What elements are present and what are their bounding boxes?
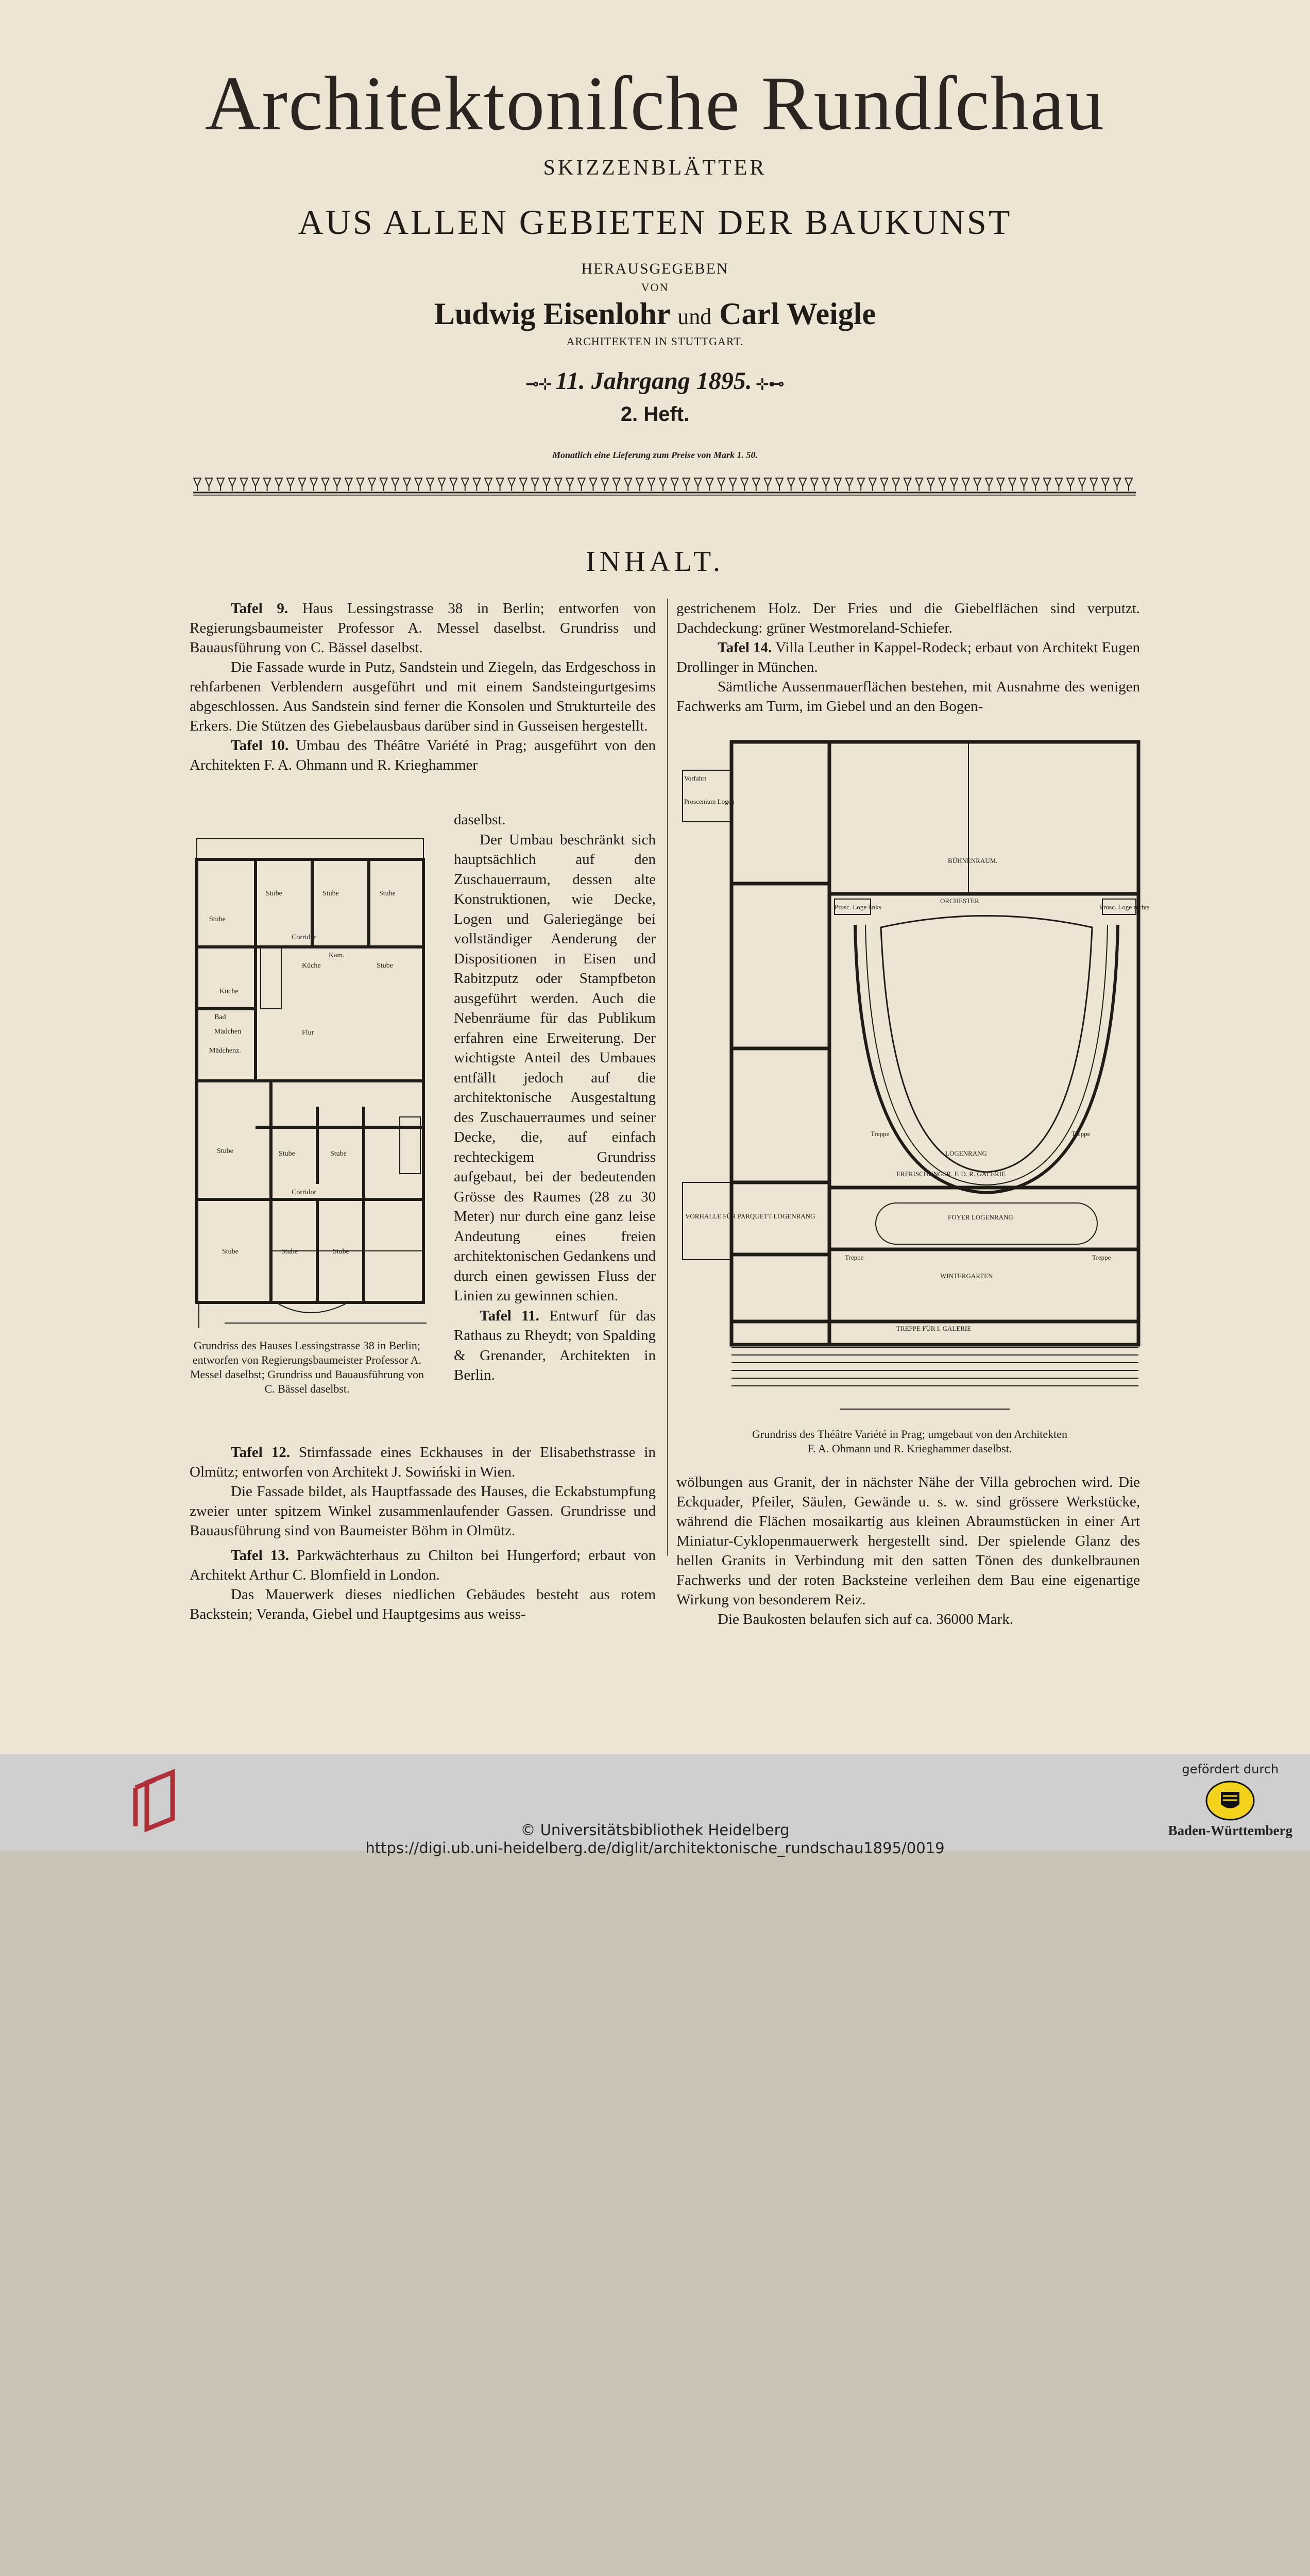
plan-room-label: ORCHESTER bbox=[940, 897, 979, 905]
column-rule bbox=[667, 599, 668, 1556]
editor-and: und bbox=[677, 304, 712, 329]
ornament-glyph bbox=[415, 478, 422, 491]
ornament-glyph bbox=[1125, 478, 1132, 491]
plan-room-label: ERFRISCHUNGSR. F. D. R. GALERIE bbox=[896, 1170, 1006, 1178]
ornament-glyph bbox=[356, 478, 364, 491]
ornament-glyph bbox=[636, 478, 643, 491]
plan-room-label: WINTERGARTEN bbox=[940, 1272, 993, 1280]
plan-room-label: BÜHNENRAUM. bbox=[948, 857, 998, 865]
ornament-glyph bbox=[613, 478, 620, 491]
floor-plan-theatre-variete bbox=[680, 739, 1150, 1422]
right-plan-caption-2: F. A. Ohmann und R. Krieghammer daselbst. bbox=[807, 1442, 1012, 1455]
ornament-glyph bbox=[217, 478, 224, 491]
ornament-glyph bbox=[252, 478, 259, 491]
published-by: HERAUSGEGEBEN bbox=[581, 260, 729, 277]
ornament-glyph bbox=[753, 478, 760, 491]
right-column bbox=[676, 599, 1140, 716]
tafel-9-text: Haus Lessingstrasse 38 in Berlin; entworfen von Regierungsbaumeister Professor A. Messel daselbst. Grundriss und Bauausführung von C. Bässel daselbst. bbox=[190, 600, 656, 656]
ornament-glyph bbox=[869, 478, 876, 491]
plan-room-label: VORHALLE FÜR PARQUETT LOGENRANG bbox=[685, 1212, 815, 1220]
ornament-glyph bbox=[857, 478, 864, 491]
von-label: VON bbox=[641, 281, 669, 294]
sponsor-name: Baden-Württemberg bbox=[1168, 1823, 1292, 1838]
ornament-right: ⊹⊷ bbox=[752, 376, 785, 393]
right-plan-caption bbox=[678, 1427, 1142, 1456]
tafel-10-entry bbox=[190, 736, 656, 775]
ornament-glyph bbox=[892, 478, 899, 491]
left-plan-caption: Grundriss des Hauses Lessingstrasse 38 in Berlin; entworfen von Regierungsbaumeister Professor A. Messel daselbst; Grundriss und Bauausführung von C. Bässel daselbst. bbox=[190, 1339, 424, 1395]
ornament-glyph bbox=[194, 478, 201, 491]
journal-title: Architektoniſche Rundſchau bbox=[205, 61, 1105, 146]
middle-column bbox=[454, 810, 656, 1385]
plan-room-label: Stube bbox=[209, 916, 226, 923]
ornament-glyph bbox=[939, 478, 946, 491]
plan-room-label: Stube bbox=[330, 1150, 347, 1158]
tafel-14-label: Tafel 14. bbox=[718, 639, 772, 656]
editors bbox=[0, 296, 1310, 332]
copyright-text: © Universitätsbibliothek Heidelberg bbox=[520, 1821, 790, 1839]
ornament-glyph bbox=[427, 478, 434, 491]
ornamental-divider bbox=[193, 475, 1136, 496]
ornament-glyph bbox=[997, 478, 1004, 491]
ornament-glyph bbox=[555, 478, 562, 491]
plan-room-label: Küche bbox=[302, 962, 321, 970]
ornament-glyph bbox=[776, 478, 783, 491]
editor-1: Ludwig Eisenlohr bbox=[434, 297, 670, 331]
plan-room-label: Kam. bbox=[329, 952, 345, 959]
ornament-glyph bbox=[1044, 478, 1051, 491]
right-paragraph-5: Die Baukosten belaufen sich auf ca. 36000 Mark. bbox=[718, 1611, 1014, 1628]
ornament-glyph bbox=[578, 478, 585, 491]
plan-room-label: Prosc. Loge rechts bbox=[1100, 903, 1150, 911]
ornament-glyph bbox=[915, 478, 923, 491]
library-logo-icon bbox=[131, 1770, 183, 1829]
ornament-glyph bbox=[333, 478, 341, 491]
ornament-glyph bbox=[287, 478, 294, 491]
ornament-glyph bbox=[764, 478, 771, 491]
tafel-11-text: Entwurf für das Rathaus zu Rheydt; von Spalding & Grenander, Architekten in Berlin. bbox=[454, 1307, 656, 1383]
plan-room-label: Corridor bbox=[292, 934, 317, 941]
ornament-glyph bbox=[310, 478, 317, 491]
ornament-glyph bbox=[473, 478, 480, 491]
daselbst: daselbst. bbox=[454, 811, 506, 828]
ornament-glyph bbox=[683, 478, 690, 491]
ornament-glyph bbox=[1009, 478, 1016, 491]
ornament-glyph bbox=[298, 478, 305, 491]
tafel-9-label: Tafel 9. bbox=[231, 600, 288, 617]
ornament-glyph bbox=[368, 478, 376, 491]
plan-room-label: Vorfahrt bbox=[684, 774, 707, 782]
ornament-glyph bbox=[741, 478, 748, 491]
ornament-glyph bbox=[601, 478, 608, 491]
ornament-glyph bbox=[718, 478, 725, 491]
tafel-14-entry bbox=[676, 638, 1140, 677]
tafel-12-entry bbox=[190, 1443, 656, 1482]
tafel-12-description: Die Fassade bildet, als Hauptfassade des Hauses, die Eckabstumpfung zweier unter spitzem Winkel zusammenlaufender Gassen. Grundrisse und Bauausführung sind von Baumeister Böhm in Olmütz. bbox=[190, 1483, 656, 1539]
baden-wuerttemberg-crest-icon bbox=[1205, 1781, 1255, 1821]
ornament-glyph bbox=[706, 478, 713, 491]
tafel-11-entry bbox=[454, 1306, 656, 1385]
ornament-glyph bbox=[671, 478, 678, 491]
tafel-13-description: Das Mauerwerk dieses niedlichen Gebäudes besteht aus rotem Backstein; Veranda, Giebel und Hauptgesims aus weiss- bbox=[190, 1586, 656, 1622]
tafel-10-text: Umbau des Théâtre Variété in Prag; ausgeführt von den Architekten F. A. Ohmann und R. Krieghammer bbox=[190, 737, 656, 773]
sponsor-label: gefördert durch bbox=[1182, 1762, 1279, 1776]
plan-room-label: Stube bbox=[322, 890, 339, 897]
ornament-glyph bbox=[403, 478, 411, 491]
plan-room-label: Prosc. Loge links bbox=[835, 903, 881, 911]
ornament-glyph bbox=[985, 478, 993, 491]
ornament-glyph bbox=[1067, 478, 1074, 491]
plan-room-label: Treppe bbox=[1092, 1253, 1111, 1261]
ornament-glyph bbox=[508, 478, 515, 491]
tafel-14-text: Villa Leuther in Kappel-Rodeck; erbaut von Architekt Eugen Drollinger in München. bbox=[676, 639, 1140, 675]
right-plan-caption-1: Grundriss des Théâtre Variété in Prag; umgebaut von den Architekten bbox=[752, 1428, 1067, 1440]
ornament-glyph bbox=[659, 478, 667, 491]
ornament-glyph bbox=[950, 478, 958, 491]
tafel-9-description: Die Fassade wurde in Putz, Sandstein und Ziegeln, das Erdgeschoss in rehfarbenen Verblendern ausgeführt und mit einem Sandsteingurtgesims abgeschlossen. Aus Sandstein sind ferner die Konsolen und Strukturteile des Erkers. Die Stützen des Giebelausbaus darüber sind in Gusseisen hergestellt. bbox=[190, 659, 656, 734]
tafel-13-label: Tafel 13. bbox=[231, 1547, 289, 1564]
ornament-glyph bbox=[566, 478, 573, 491]
journal-subtitle-2: AUS ALLEN GEBIETEN DER BAUKUNST bbox=[298, 202, 1012, 242]
plan-room-label: Mädchen bbox=[214, 1028, 242, 1036]
ornament-glyph bbox=[322, 478, 329, 491]
ornament-glyph bbox=[624, 478, 632, 491]
ornament-glyph bbox=[497, 478, 504, 491]
issue: 2. Heft. bbox=[620, 403, 690, 426]
ornament-glyph bbox=[520, 478, 527, 491]
plan-room-label: Stube bbox=[379, 890, 396, 897]
plan-room-label: Stube bbox=[333, 1248, 349, 1256]
ornament-glyph bbox=[589, 478, 597, 491]
tafel-13-entry bbox=[190, 1546, 656, 1585]
tafel-11-label: Tafel 11. bbox=[480, 1307, 539, 1324]
plan-room-label: Treppe bbox=[1071, 1130, 1091, 1138]
right-column-lower bbox=[676, 1472, 1140, 1629]
ornament-glyph bbox=[729, 478, 737, 491]
tafel-12-text: Stirnfassade eines Eckhauses in der Elisabethstrasse in Olmütz; entworfen von Architekt J. Sowiński in Wien. bbox=[190, 1444, 656, 1480]
plan-room-label: Stube bbox=[266, 890, 282, 897]
floor-plan-lessingstrasse bbox=[194, 839, 427, 1333]
ornament-glyph bbox=[1032, 478, 1039, 491]
right-paragraph-1: gestrichenem Holz. Der Fries und die Giebelflächen sind verputzt. Dachdeckung: grüner Westmoreland-Schiefer. bbox=[676, 600, 1140, 636]
ornament-glyph bbox=[648, 478, 655, 491]
plan-room-label: Treppe bbox=[871, 1130, 890, 1138]
ornament-glyph bbox=[811, 478, 818, 491]
ornament-glyph bbox=[846, 478, 853, 491]
ornament-glyph bbox=[1102, 478, 1109, 491]
ornament-glyph bbox=[927, 478, 934, 491]
plan-room-label: Stube bbox=[222, 1248, 239, 1256]
tafel-14-description: Sämtliche Aussenmauerflächen bestehen, mit Ausnahme des wenigen Fachwerks am Turm, im Giebel und an den Bogen- bbox=[676, 679, 1140, 715]
ornament-glyph bbox=[1055, 478, 1062, 491]
ornament-glyph bbox=[788, 478, 795, 491]
digitization-footer bbox=[0, 1754, 1310, 1857]
ornament-glyph bbox=[531, 478, 538, 491]
plan-room-label: Proscenium Logen bbox=[684, 798, 735, 805]
tafel-9-entry bbox=[190, 599, 656, 657]
plan-room-label: Flur bbox=[302, 1029, 314, 1037]
ornament-glyph bbox=[206, 478, 213, 491]
ornament-glyph bbox=[438, 478, 446, 491]
volume: 11. Jahrgang 1895. bbox=[555, 367, 752, 395]
ornament-glyph bbox=[264, 478, 271, 491]
plan-room-label: Küche bbox=[219, 988, 239, 995]
sponsor-block bbox=[1168, 1762, 1292, 1839]
pricing-note: Monatlich eine Lieferung zum Preise von Mark 1. 50. bbox=[552, 450, 758, 460]
plan-room-label: FOYER LOGENRANG bbox=[948, 1213, 1013, 1221]
source-url[interactable]: https://digi.ub.uni-heidelberg.de/diglit/architektonische_rundschau1895/0019 bbox=[365, 1839, 945, 1857]
ornament-glyph bbox=[1079, 478, 1086, 491]
ornament-glyph bbox=[799, 478, 806, 491]
plan-room-label: Treppe bbox=[845, 1253, 864, 1261]
contents-title: INHALT. bbox=[585, 546, 725, 578]
plan-room-label: Stube bbox=[281, 1248, 298, 1256]
ornament-glyph bbox=[974, 478, 981, 491]
ornament-glyph bbox=[275, 478, 282, 491]
ornament-glyph bbox=[240, 478, 247, 491]
volume-line bbox=[0, 367, 1310, 395]
plan-room-label: Stube bbox=[279, 1150, 295, 1158]
ornament-glyph bbox=[462, 478, 469, 491]
tafel-10-description: Der Umbau beschränkt sich hauptsächlich auf den Zuschauerraum, dessen alte Konstruktionen, wie Decke, Logen und Galeriegänge bei vollständiger Aenderung der Dispositionen in Eisen und Rabitzputz oder Stampfbeton ausgeführt werden. Auch die Nebenräume für das Publikum erfahren eine Erweiterung. Der wichtigste Anteil des Umbaues entfällt jedoch auf die architektonische Ausgestaltung des Zuschauerraumes und seiner Decke, die, auf einfach rechteckigem Grundriss aufgebaut, bei der bedeutenden Grösse des Raumes (28 zu 30 Meter) nur durch eine ganz leise Andeutung eines freien architektonischen Gedankens und durch einen gewissen Fluss der Linien zu gewinnen schien. bbox=[454, 831, 656, 1304]
plan-room-label: Stube bbox=[377, 962, 393, 970]
tafel-13-text: Parkwächterhaus zu Chilton bei Hungerford; erbaut von Architekt Arthur C. Blomfield in London. bbox=[190, 1547, 656, 1583]
ornament-glyph bbox=[834, 478, 841, 491]
ornament-glyph bbox=[1113, 478, 1120, 491]
tafel-10-label: Tafel 10. bbox=[231, 737, 289, 754]
ornament-glyph bbox=[962, 478, 969, 491]
ornament-glyph bbox=[822, 478, 829, 491]
editors-note: ARCHITEKTEN IN STUTTGART. bbox=[566, 335, 744, 348]
ornament-left: ⊸⊹ bbox=[525, 376, 556, 393]
ornament-glyph bbox=[694, 478, 702, 491]
editor-2: Carl Weigle bbox=[719, 297, 876, 331]
ornament-glyph bbox=[380, 478, 387, 491]
plan-room-label: Stube bbox=[217, 1147, 233, 1155]
plan-room-label: Bad bbox=[214, 1013, 226, 1021]
plan-room-label: LOGENRANG bbox=[945, 1149, 987, 1157]
plan-room-label: Corridor bbox=[292, 1189, 317, 1196]
ornament-glyph bbox=[1090, 478, 1097, 491]
ornament-glyph bbox=[450, 478, 457, 491]
ornament-glyph bbox=[392, 478, 399, 491]
plan-room-label: Mädchenz. bbox=[209, 1047, 241, 1055]
journal-subtitle: SKIZZENBLÄTTER bbox=[543, 156, 767, 180]
left-column-lower bbox=[190, 1443, 656, 1624]
ornament-glyph bbox=[229, 478, 236, 491]
plan-room-label: TREPPE FÜR I. GALERIE bbox=[896, 1325, 972, 1332]
ornament-glyph bbox=[1020, 478, 1028, 491]
tafel-12-label: Tafel 12. bbox=[231, 1444, 290, 1461]
left-column bbox=[190, 599, 656, 775]
ornament-glyph bbox=[345, 478, 352, 491]
right-paragraph-4: wölbungen aus Granit, der in nächster Nähe der Villa gebrochen wird. Die Eckquader, Pfeiler, Säulen, Gewände u. s. w. sind grössere Werkstücke, während die Flächen mosaikartig aus kleinen Abraumstücken in einer Art Miniatur-Cyklopenmauerwerk hergestellt sind. Der spielende Glanz des hellen Granits in Verbindung mit den satten Tönen des dunkelbraunen Fachwerks und der roten Backsteine verleihen dem Bau eine eigenartige Wirkung von besonderem Reiz. bbox=[676, 1474, 1140, 1608]
ornament-glyph bbox=[904, 478, 911, 491]
ornament-glyph bbox=[485, 478, 492, 491]
ornament-glyph bbox=[880, 478, 888, 491]
ornament-glyph bbox=[543, 478, 550, 491]
